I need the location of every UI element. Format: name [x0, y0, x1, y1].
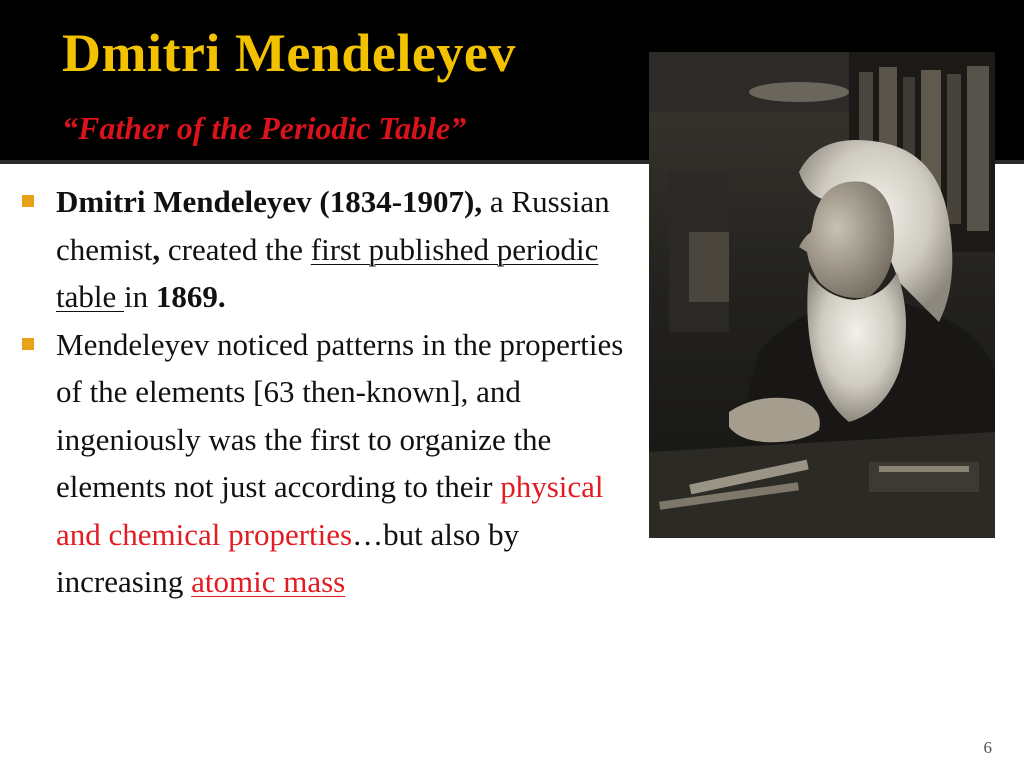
- bullet-2-highlight-atomic-mass: atomic mass: [191, 564, 346, 599]
- bullet-item-1: [22, 178, 642, 321]
- bullet-1-year: 1869.: [155, 279, 226, 314]
- slide-body: [22, 178, 642, 606]
- bullet-item-2: [22, 321, 642, 606]
- square-bullet-icon: [22, 195, 34, 207]
- bullet-2-text-1: Mendeleyev noticed patterns in the properties of the elements [63 then-known], and ingeniously was the first to organize the elements not just according to their: [56, 326, 624, 504]
- page-number: 6: [983, 738, 992, 757]
- bullet-1-text-3: in: [124, 279, 156, 314]
- portrait-image: [649, 52, 995, 538]
- bullet-1-text-2: created the: [160, 231, 311, 267]
- bullet-1-name-dates: Dmitri Mendeleyev (1834-1907),: [56, 184, 483, 219]
- square-bullet-icon: [22, 338, 34, 350]
- slide-title: Dmitri Mendeleyev: [62, 23, 516, 83]
- bullet-2-text-2: …but also by increasing: [56, 516, 520, 599]
- portrait-photo: [649, 52, 995, 538]
- bullet-1-underlined-phrase: first published periodic table: [56, 231, 599, 314]
- bullet-2-highlight-properties: physical and chemical properties: [56, 469, 604, 552]
- slide-subtitle: “Father of the Periodic Table”: [62, 110, 467, 146]
- bullet-1-text-1: a Russian chemist: [56, 184, 610, 267]
- bullet-1-comma: ,: [152, 231, 161, 267]
